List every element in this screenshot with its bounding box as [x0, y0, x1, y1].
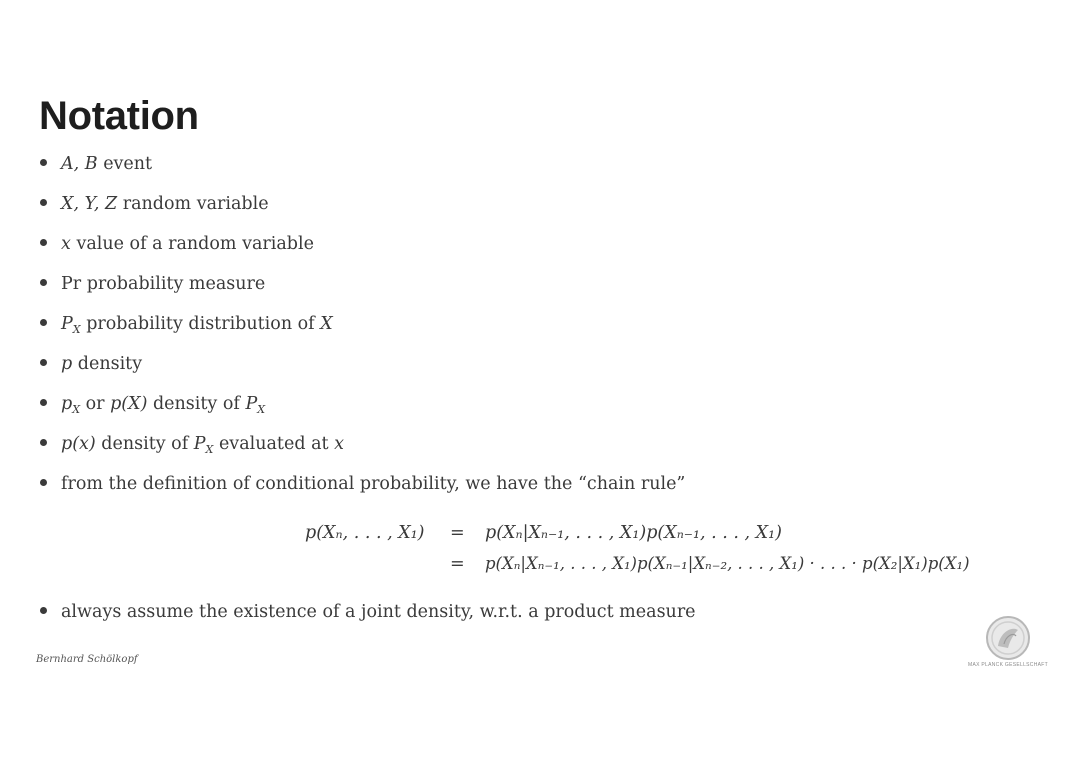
bullet-icon: [40, 319, 47, 326]
bullet-icon: [40, 279, 47, 286]
equation-equals: =: [450, 523, 465, 543]
list-item: $p_X$ or p(X) density of $P_X$: [40, 392, 265, 416]
equation-rhs-line1: p(Xₙ|Xₙ₋₁, . . . , X₁)p(Xₙ₋₁, . . . , X₁): [485, 523, 782, 543]
equation-rhs-line2: p(Xₙ|Xₙ₋₁, . . . , X₁)p(Xₙ₋₁|Xₙ₋₂, . . . , X₁) · . . . · p(X₂|X₁)p(X₁): [485, 554, 970, 573]
list-item: A, B event: [40, 152, 152, 176]
bullet-icon: [40, 607, 47, 614]
bullet-icon: [40, 199, 47, 206]
equation-equals: =: [450, 554, 465, 574]
list-item: p density: [40, 352, 142, 376]
list-item: X, Y, Z random variable: [40, 192, 269, 216]
equation-lhs: p(Xₙ, . . . , X₁): [305, 523, 425, 543]
list-item: $P_X$ probability distribution of X: [40, 312, 333, 336]
page-title: Notation: [39, 94, 199, 138]
list-item: x value of a random variable: [40, 232, 314, 256]
author-footer: Bernhard Schölkopf: [36, 654, 138, 665]
bullet-icon: [40, 359, 47, 366]
bullet-icon: [40, 439, 47, 446]
bullet-icon: [40, 239, 47, 246]
list-item: Pr probability measure: [40, 272, 265, 296]
list-item: from the definition of conditional probability, we have the “chain rule”: [40, 472, 685, 496]
list-item: p(x) density of $P_X$ evaluated at x: [40, 432, 344, 456]
list-item: always assume the existence of a joint density, w.r.t. a product measure: [40, 600, 696, 624]
logo-caption: MAX PLANCK GESELLSCHAFT: [968, 662, 1048, 668]
minerva-logo-icon: [958, 614, 1058, 662]
bullet-icon: [40, 159, 47, 166]
bullet-icon: [40, 479, 47, 486]
max-planck-logo: [958, 614, 1058, 674]
bullet-icon: [40, 399, 47, 406]
